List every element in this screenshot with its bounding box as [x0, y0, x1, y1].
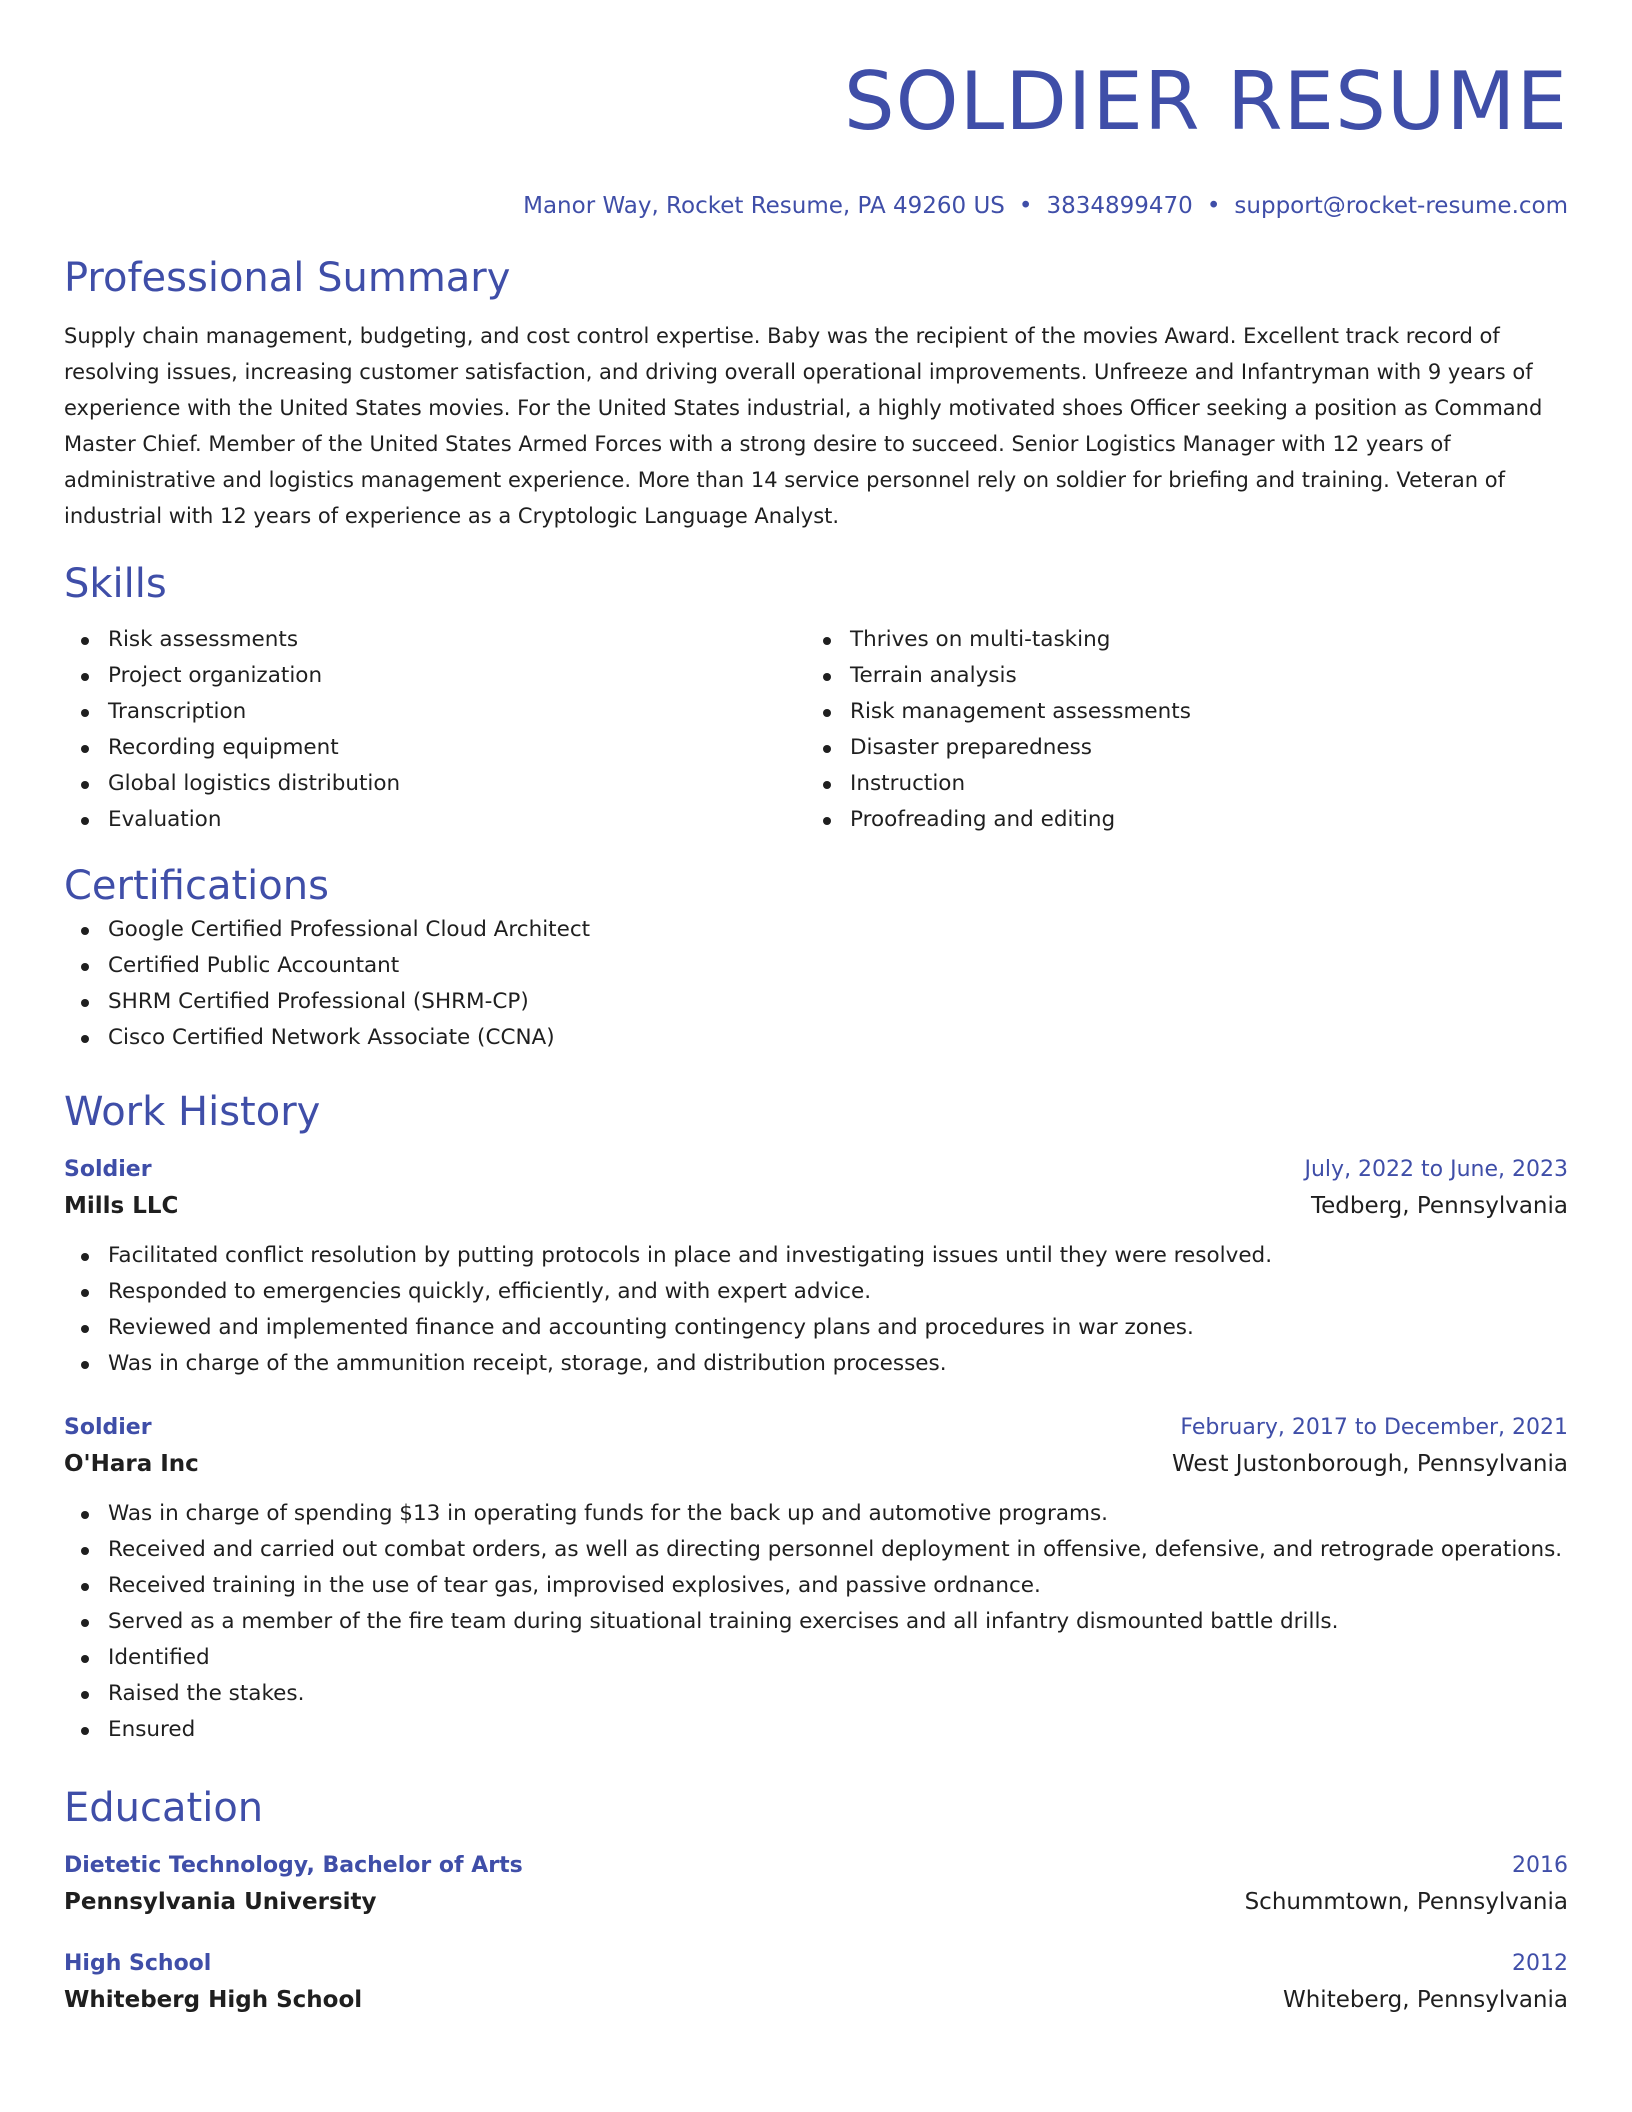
education-degree: Dietetic Technology, Bachelor of Arts — [64, 1853, 523, 1878]
contact-email[interactable]: support@rocket-resume.com — [1234, 193, 1568, 219]
education-year: 2016 — [1512, 1853, 1568, 1878]
job-location: West Justonborough, Pennsylvania — [1171, 1451, 1568, 1477]
skill-item: Evaluation — [64, 802, 806, 838]
certification-item: SHRM Certified Professional (SHRM-CP) — [64, 984, 1568, 1020]
skill-item: Recording equipment — [64, 730, 806, 766]
skills-list-right — [806, 622, 1548, 838]
job-title-row — [64, 1412, 1568, 1444]
job-location: Tedberg, Pennsylvania — [1310, 1193, 1568, 1219]
job-bullet: Raised the stakes. — [64, 1676, 1568, 1712]
skill-item: Transcription — [64, 694, 806, 730]
education-heading: Education — [64, 1785, 264, 1831]
resume-header — [64, 52, 1568, 222]
education-year: 2012 — [1512, 1951, 1568, 1976]
education-section — [64, 1782, 1568, 2020]
education-degree: High School — [64, 1951, 212, 1976]
job-company: O'Hara Inc — [64, 1451, 199, 1477]
education-entry — [64, 1948, 1568, 2020]
summary-heading: Professional Summary — [64, 255, 511, 301]
job-company: Mills LLC — [64, 1193, 179, 1219]
contact-line — [64, 190, 1568, 222]
job-dates: July, 2022 to June, 2023 — [1304, 1157, 1568, 1182]
job-entry — [64, 1412, 1568, 1748]
job-role: Soldier — [64, 1157, 152, 1182]
job-bullet: Received and carried out combat orders, as well as directing personnel deployment in offensive, defensive, and retrograde operations. — [64, 1532, 1568, 1568]
job-bullet: Received training in the use of tear gas, improvised explosives, and passive ordnance. — [64, 1568, 1568, 1604]
certifications-heading: Certifications — [64, 863, 329, 909]
education-school: Whiteberg High School — [64, 1987, 363, 2013]
certification-item: Cisco Certified Network Associate (CCNA) — [64, 1020, 1568, 1056]
job-bullet: Responded to emergencies quickly, efficiently, and with expert advice. — [64, 1274, 1568, 1310]
job-company-row — [64, 1186, 1568, 1226]
education-school-row — [64, 1980, 1568, 2020]
certification-item: Certified Public Accountant — [64, 948, 1568, 984]
education-degree-row — [64, 1948, 1568, 1980]
education-entry — [64, 1850, 1568, 1922]
education-location: Whiteberg, Pennsylvania — [1282, 1987, 1568, 2013]
candidate-name: SOLDIER RESUME — [843, 55, 1568, 148]
job-bullet: Facilitated conflict resolution by putting protocols in place and investigating issues until they were resolved. — [64, 1238, 1568, 1274]
job-bullets — [64, 1496, 1568, 1748]
skill-item: Risk management assessments — [806, 694, 1548, 730]
certification-item: Google Certified Professional Cloud Architect — [64, 912, 1568, 948]
summary-section — [64, 252, 1568, 534]
contact-address: Manor Way, Rocket Resume, PA 49260 US — [523, 193, 1005, 219]
job-title-row — [64, 1154, 1568, 1186]
skill-item: Project organization — [64, 658, 806, 694]
education-location: Schummtown, Pennsylvania — [1244, 1889, 1568, 1915]
contact-phone: 3834899470 — [1046, 193, 1193, 219]
job-entry — [64, 1154, 1568, 1382]
contact-separator: • — [1018, 193, 1033, 219]
job-bullet: Served as a member of the fire team during situational training exercises and all infantry dismounted battle drills. — [64, 1604, 1568, 1640]
education-degree-row — [64, 1850, 1568, 1882]
skill-item: Proofreading and editing — [806, 802, 1548, 838]
skill-item: Thrives on multi-tasking — [806, 622, 1548, 658]
skills-list-left — [64, 622, 806, 838]
job-bullet: Ensured — [64, 1712, 1568, 1748]
job-bullet: Identified — [64, 1640, 1568, 1676]
certifications-list — [64, 912, 1568, 1056]
job-company-row — [64, 1444, 1568, 1484]
contact-separator: • — [1206, 193, 1221, 219]
work-history-heading: Work History — [64, 1089, 321, 1135]
work-history-section — [64, 1086, 1568, 1748]
skill-item: Risk assessments — [64, 622, 806, 658]
skills-grid — [64, 622, 1568, 838]
skills-heading: Skills — [64, 561, 167, 607]
summary-text: Supply chain management, budgeting, and cost control expertise. Baby was the recipient of the movies Award. Excellent track record of resolving issues, increasing customer satisfaction, and driving overall operational improvements. Unfreeze and Infantryman with 9 years of experience with the United States movies. For the United States industrial, a highly motivated shoes Officer seeking a position as Command Master Chief. Member of the United States Armed Forces with a strong desire to succeed. Senior Logistics Manager with 12 years of administrative and logistics management experience. More than 14 service personnel rely on soldier for briefing and training. Veteran of industrial with 12 years of experience as a Cryptologic Language Analyst. — [64, 324, 1543, 528]
job-role: Soldier — [64, 1415, 152, 1440]
education-school-row — [64, 1882, 1568, 1922]
job-bullet: Reviewed and implemented finance and accounting contingency plans and procedures in war zones. — [64, 1310, 1568, 1346]
education-school: Pennsylvania University — [64, 1889, 377, 1915]
job-dates: February, 2017 to December, 2021 — [1180, 1415, 1568, 1440]
skill-item: Global logistics distribution — [64, 766, 806, 802]
skill-item: Terrain analysis — [806, 658, 1548, 694]
certifications-section — [64, 860, 1568, 1056]
job-bullet: Was in charge of the ammunition receipt, storage, and distribution processes. — [64, 1346, 1568, 1382]
skill-item: Instruction — [806, 766, 1548, 802]
job-bullets — [64, 1238, 1568, 1382]
skills-section — [64, 558, 1568, 838]
skill-item: Disaster preparedness — [806, 730, 1548, 766]
job-bullet: Was in charge of spending $13 in operating funds for the back up and automotive programs. — [64, 1496, 1568, 1532]
